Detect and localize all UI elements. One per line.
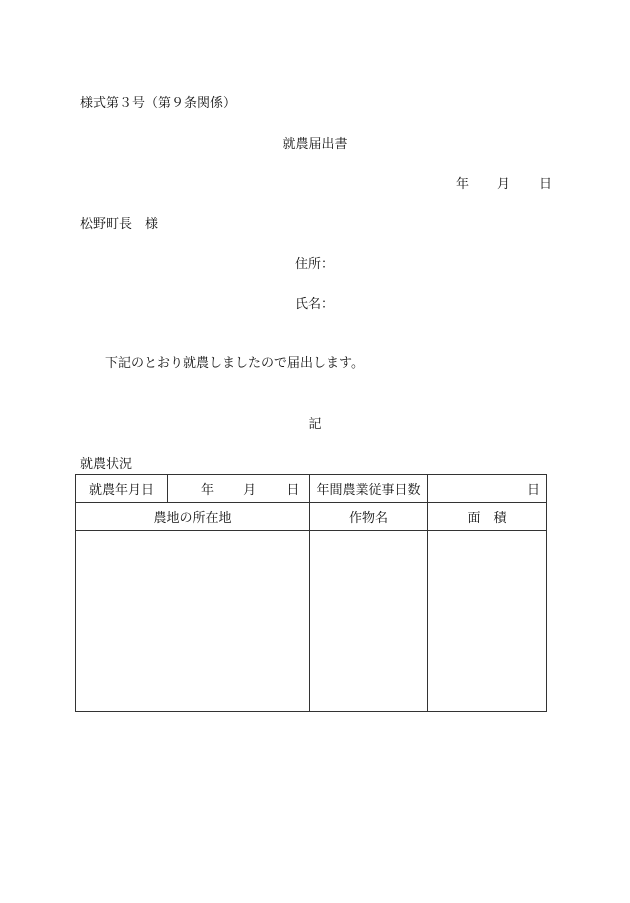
- start-year: 年: [201, 483, 215, 498]
- document-title: 就農届出書: [282, 137, 348, 152]
- days-unit: 日: [526, 483, 540, 498]
- address-label: 住所：: [295, 257, 335, 272]
- col-crop-header: 作物名: [310, 503, 428, 531]
- area-entry-cell[interactable]: [428, 531, 547, 712]
- start-date-cell[interactable]: [168, 475, 310, 503]
- date-year: 年: [456, 177, 470, 192]
- farming-status-table: [75, 474, 547, 712]
- table-row: [76, 475, 547, 503]
- start-day: 日: [286, 483, 300, 498]
- col-location-header: 農地の所在地: [76, 503, 310, 531]
- date-line: [456, 177, 552, 193]
- table-row: [76, 531, 547, 712]
- table-caption: 就農状況: [80, 457, 133, 472]
- col-area-header: 面 積: [428, 503, 547, 531]
- crop-entry-cell[interactable]: [310, 531, 428, 712]
- table-row: [76, 503, 547, 531]
- form-number: 様式第３号（第９条関係）: [80, 96, 237, 111]
- name-label: 氏名：: [295, 297, 335, 312]
- start-date-label: 就農年月日: [76, 475, 168, 503]
- start-month: 月: [243, 483, 257, 498]
- statement: 下記のとおり就農しましたので届出します。: [105, 356, 364, 371]
- ki-heading: 記: [308, 417, 322, 432]
- days-label: 年間農業従事日数: [310, 475, 428, 503]
- days-cell[interactable]: [428, 475, 547, 503]
- date-month: 月: [497, 177, 511, 192]
- date-day: 日: [539, 177, 553, 192]
- recipient: 松野町長 様: [80, 217, 159, 232]
- location-entry-cell[interactable]: [76, 531, 310, 712]
